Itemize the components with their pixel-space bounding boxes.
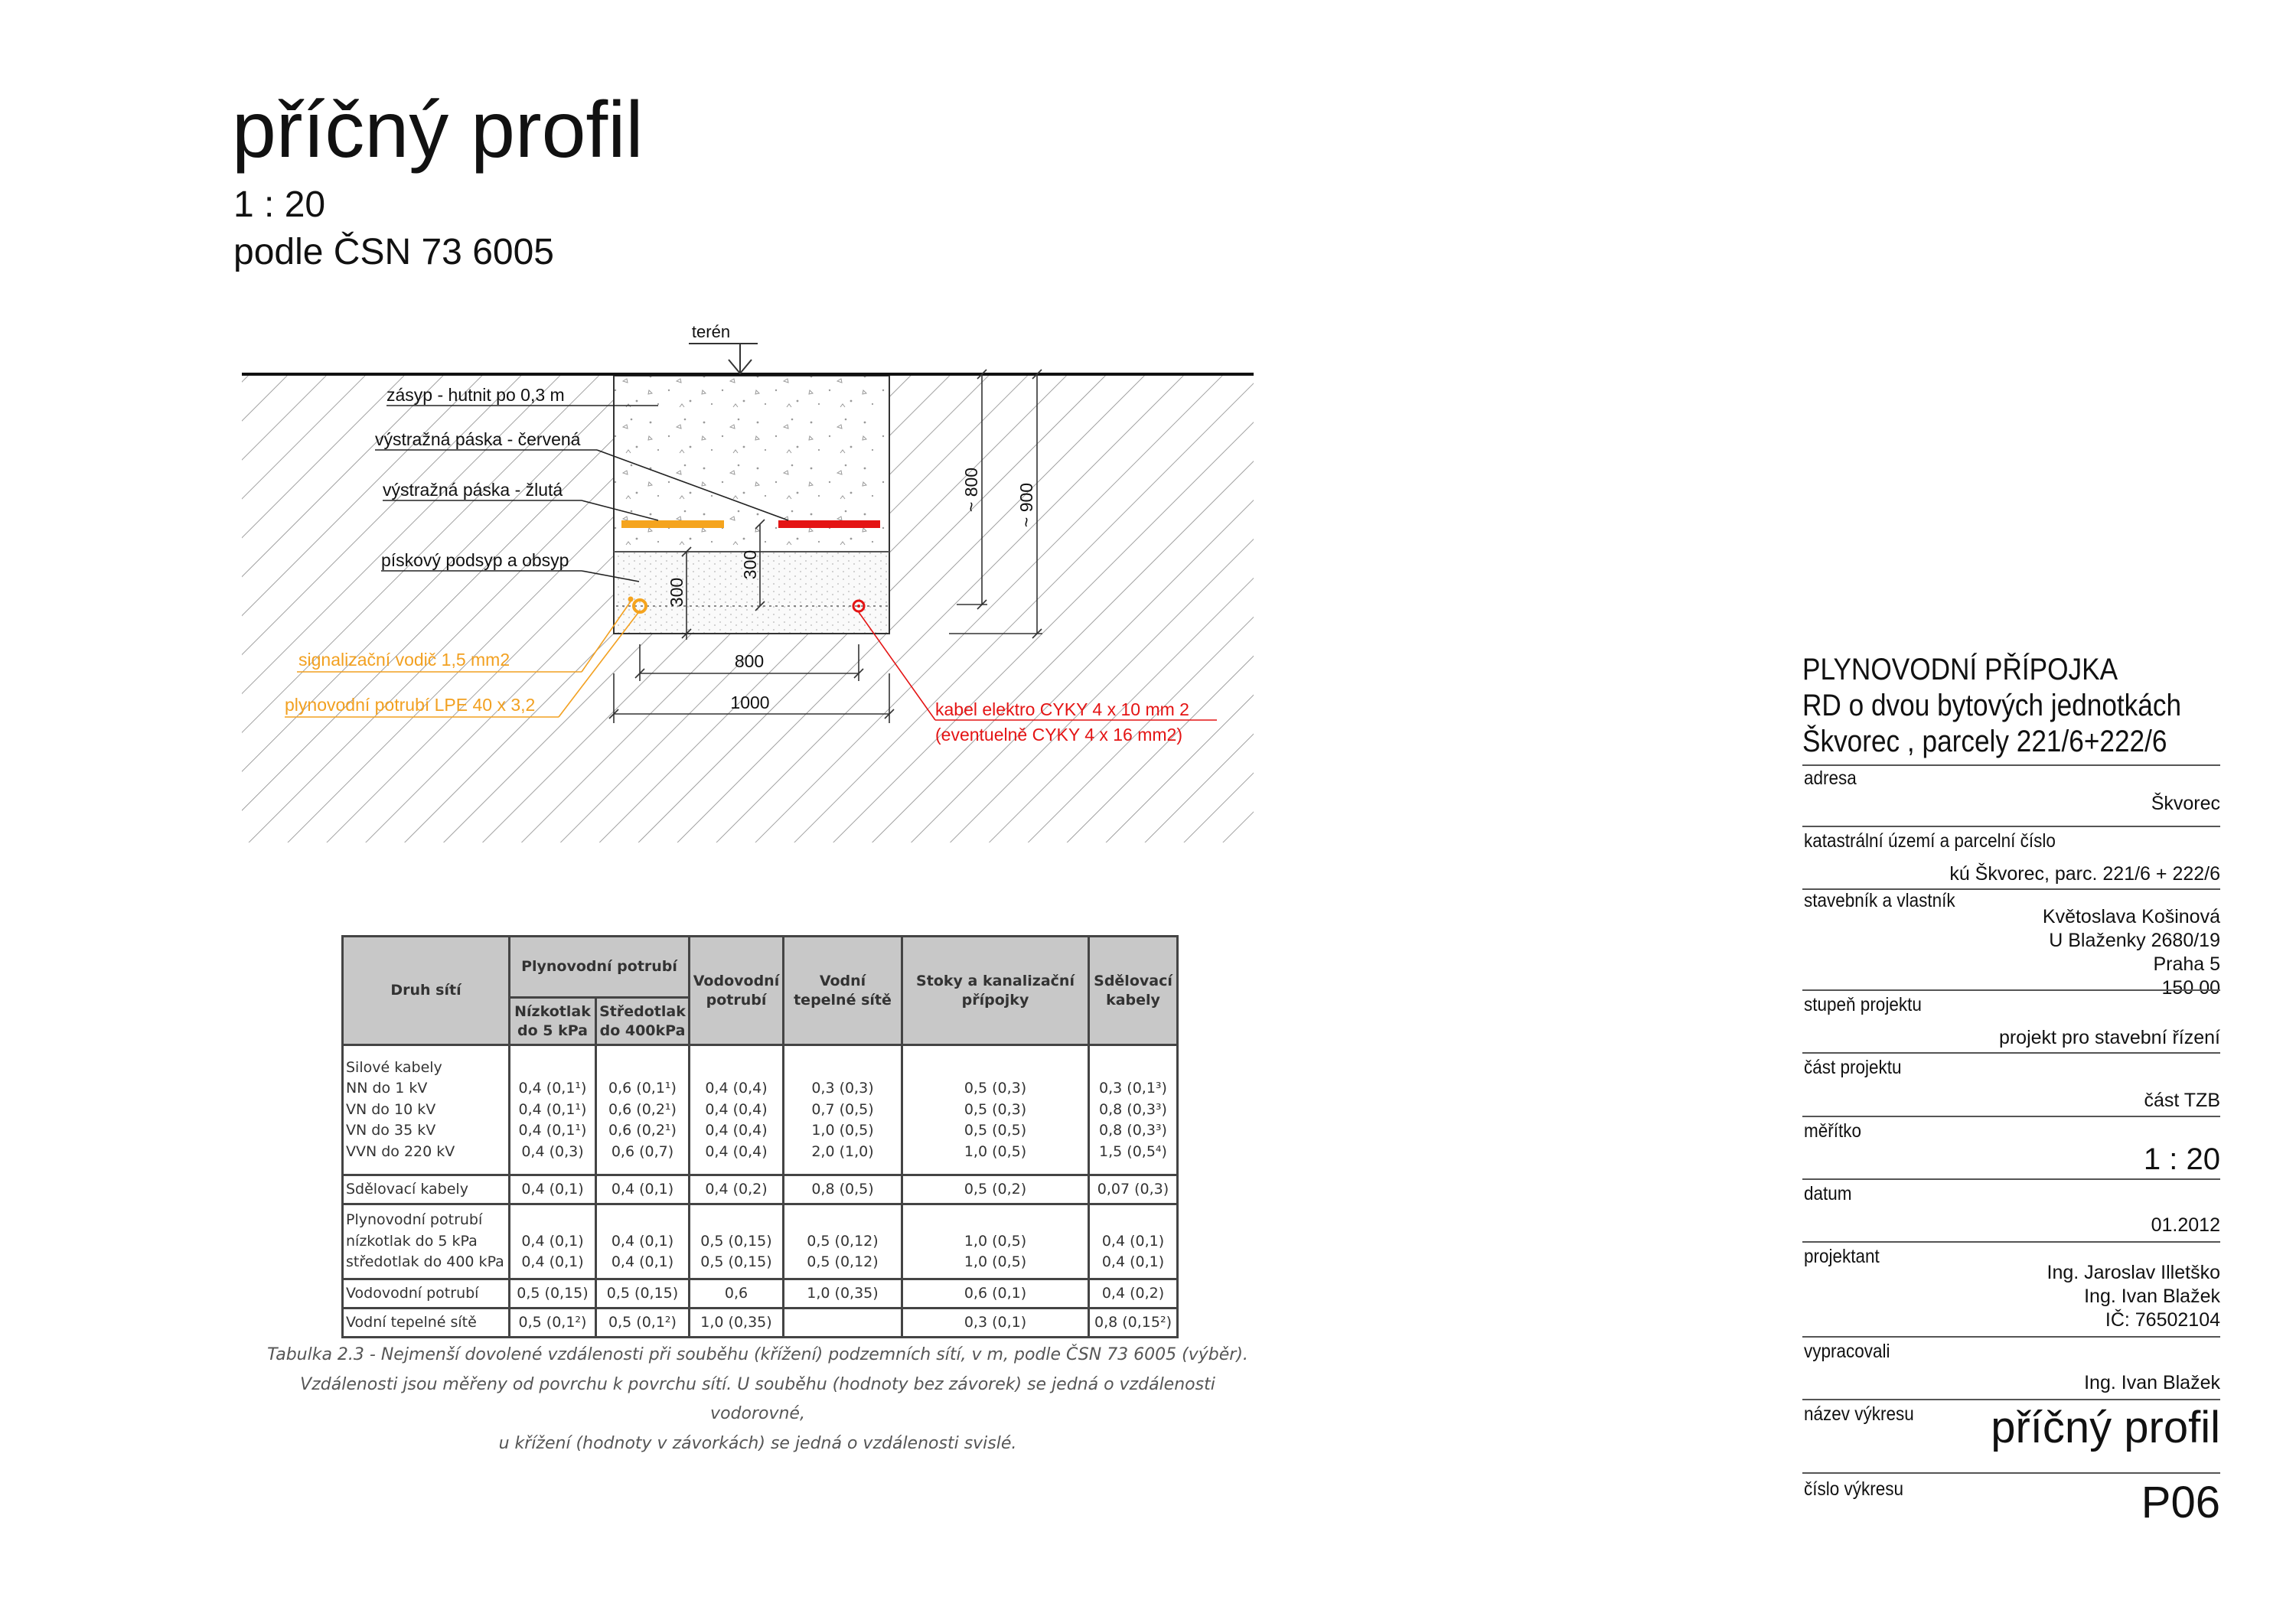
field-value: Ing. Ivan Blažek <box>2084 1372 2220 1393</box>
table-cell: 0,6 (0,1) <box>902 1279 1089 1309</box>
table-cell: 0,5 (0,3) 0,5 (0,3) 0,5 (0,5) 1,0 (0,5) <box>902 1045 1089 1175</box>
table-row <box>343 1045 1178 1175</box>
field-label: katastrální území a parcelní číslo <box>1804 830 2056 852</box>
field-label: adresa <box>1804 768 1857 789</box>
field-value: 1 : 20 <box>2143 1142 2220 1176</box>
table-cell: 0,3 (0,3) 0,7 (0,5) 1,0 (0,5) 2,0 (1,0) <box>784 1045 902 1175</box>
header-sdelovaci: Sdělovací kabely <box>1089 937 1178 1045</box>
table-cell: 0,4 (0,1¹) 0,4 (0,1¹) 0,4 (0,1¹) 0,4 (0,3) <box>510 1045 596 1175</box>
field-cislo <box>1802 1472 2220 1541</box>
table-cell: 0,5 (0,1²) <box>510 1309 596 1338</box>
table-cell: 0,4 (0,1) 0,4 (0,1) <box>510 1204 596 1279</box>
row-name-vodovodni: Vodovodní potrubí <box>343 1279 510 1309</box>
table-cell: 0,8 (0,15²) <box>1089 1309 1178 1338</box>
field-adresa <box>1802 764 2220 827</box>
drawing-norm: podle ČSN 73 6005 <box>233 232 554 272</box>
drawing-title: příčný profil <box>232 86 644 174</box>
table-cell: 0,4 (0,1) 0,4 (0,1) <box>596 1204 690 1279</box>
table-cell: 0,5 (0,12) 0,5 (0,12) <box>784 1204 902 1279</box>
table-cell: 0,8 (0,5) <box>784 1175 902 1204</box>
label-electric-cable-alt: (eventuelně CYKY 4 x 16 mm2) <box>935 725 1183 745</box>
title-block <box>1802 652 2220 1540</box>
field-label: stavebník a vlastník <box>1804 890 1955 911</box>
field-katastr <box>1802 826 2220 890</box>
table-row <box>343 1279 1178 1309</box>
table-row <box>343 1204 1178 1279</box>
table-cell: 0,5 (0,15) <box>596 1279 690 1309</box>
label-signal-wire: signalizační vodič 1,5 mm2 <box>298 650 510 670</box>
dim-800: 800 <box>734 651 765 671</box>
table-cell: 0,4 (0,1) <box>596 1175 690 1204</box>
dim-300-tape: 300 <box>740 549 760 580</box>
project-title: PLYNOVODNÍ PŘÍPOJKA RD o dvou bytových jednotkách Škvorec , parcely 221/6+222/6 <box>1802 653 2182 758</box>
field-projektant <box>1802 1241 2220 1338</box>
label-sand: pískový podsyp a obsyp <box>381 550 569 570</box>
field-value: projekt pro stavební řízení <box>1998 1027 2220 1048</box>
terrain-label: terén <box>691 322 731 341</box>
yellow-warning-tape <box>621 520 724 528</box>
field-nazev <box>1802 1399 2220 1474</box>
table-cell: 0,5 (0,15) 0,5 (0,15) <box>690 1204 784 1279</box>
row-name-sdelovaci: Sdělovací kabely <box>343 1175 510 1204</box>
label-yellow-tape: výstražná páska - žlutá <box>383 480 563 500</box>
field-label: projektant <box>1804 1246 1880 1267</box>
field-label: datum <box>1804 1183 1852 1204</box>
table-cell: 1,0 (0,5) 1,0 (0,5) <box>902 1204 1089 1279</box>
table-cell: 0,4 (0,4) 0,4 (0,4) 0,4 (0,4) 0,4 (0,4) <box>690 1045 784 1175</box>
row-name-tepelne: Vodní tepelné sítě <box>343 1309 510 1338</box>
table-row <box>343 1309 1178 1338</box>
label-electric-cable: kabel elektro CYKY 4 x 10 mm 2 <box>935 699 1189 719</box>
dim-1000: 1000 <box>730 693 770 712</box>
signal-wire-symbol <box>628 597 634 602</box>
field-vypracovali <box>1802 1336 2220 1400</box>
field-label: vypracovali <box>1804 1341 1890 1362</box>
field-meritko <box>1802 1116 2220 1180</box>
field-label: stupeň projektu <box>1804 994 1922 1015</box>
header-plyn: Plynovodní potrubí <box>510 937 690 998</box>
header-tepelne: Vodní tepelné sítě <box>784 937 902 1045</box>
field-value: Ing. Jaroslav Illetško Ing. Ivan Blažek IČ: 76502104 <box>2047 1262 2220 1331</box>
table-cell: 0,6 <box>690 1279 784 1309</box>
field-value: část TZB <box>2144 1090 2220 1111</box>
table-cell: 0,6 (0,1¹) 0,6 (0,2¹) 0,6 (0,2¹) 0,6 (0,7) <box>596 1045 690 1175</box>
table-cell: 0,4 (0,2) <box>690 1175 784 1204</box>
row-name-silove: Silové kabely NN do 1 kV VN do 10 kV VN do 35 kV VVN do 220 kV <box>343 1045 510 1175</box>
dim-300-sand: 300 <box>667 577 687 608</box>
header-stoky: Stoky a kanalizační přípojky <box>902 937 1089 1045</box>
field-label: měřítko <box>1804 1120 1862 1142</box>
field-value: 01.2012 <box>2151 1214 2220 1236</box>
drawing-name: příčný profil <box>1991 1403 2220 1452</box>
distance-table <box>341 935 1179 1338</box>
table-cell <box>784 1309 902 1338</box>
dim-800-depth: ~ 800 <box>961 467 981 513</box>
field-value: Škvorec <box>2151 793 2220 814</box>
table-cell: 0,5 (0,2) <box>902 1175 1089 1204</box>
label-red-tape: výstražná páska - červená <box>375 429 581 449</box>
red-warning-tape <box>778 520 880 528</box>
header-vodovod: Vodovodní potrubí <box>690 937 784 1045</box>
soil-hatch-right <box>889 376 1254 842</box>
header-stredotlak: Středotlak do 400kPa <box>596 998 690 1045</box>
table-cell: 1,0 (0,35) <box>784 1279 902 1309</box>
table-cell: 0,3 (0,1) <box>902 1309 1089 1338</box>
field-stavebnik <box>1802 888 2220 999</box>
field-label: část projektu <box>1804 1057 1902 1078</box>
table-cell: 0,4 (0,1) 0,4 (0,1) <box>1089 1204 1178 1279</box>
header-nizkotlak: Nízkotlak do 5 kPa <box>510 998 596 1045</box>
field-cast <box>1802 1052 2220 1117</box>
label-backfill: zásyp - hutnit po 0,3 m <box>386 385 565 405</box>
field-label: název výkresu <box>1804 1403 1914 1425</box>
row-name-plynovodni: Plynovodní potrubí nízkotlak do 5 kPa středotlak do 400 kPa <box>343 1204 510 1279</box>
field-value: Květoslava Košinová U Blaženky 2680/19 Praha 5 150 00 <box>2042 906 2220 999</box>
drawing-number: P06 <box>2141 1478 2220 1527</box>
table-cell: 0,4 (0,2) <box>1089 1279 1178 1309</box>
table-cell: 0,07 (0,3) <box>1089 1175 1178 1204</box>
field-label: číslo výkresu <box>1804 1478 1904 1500</box>
table-caption: Tabulka 2.3 - Nejmenší dovolené vzdálenosti při souběhu (křížení) podzemních sítí, v m, podle ČSN 73 6005 (výběr). Vzdálenosti jsou měřeny od povrchu k povrchu sítí. U souběhu (hodnoty bez závorek) se jedná o vzdálenosti vodorovné, u křížení (hodnoty v závorkách) se jedná o vzdálenosti svislé. <box>267 1345 1248 1453</box>
field-stupen <box>1802 989 2220 1054</box>
table-cell: 0,5 (0,1²) <box>596 1309 690 1338</box>
table-cell: 1,0 (0,35) <box>690 1309 784 1338</box>
table-row <box>343 1175 1178 1204</box>
field-datum <box>1802 1178 2220 1243</box>
table-cell: 0,4 (0,1) <box>510 1175 596 1204</box>
header-druh: Druh sítí <box>343 937 510 1045</box>
dim-900-depth: ~ 900 <box>1016 482 1036 528</box>
table-cell: 0,3 (0,1³) 0,8 (0,3³) 0,8 (0,3³) 1,5 (0,5⁴) <box>1089 1045 1178 1175</box>
field-value: kú Škvorec, parc. 221/6 + 222/6 <box>1949 863 2220 885</box>
drawing-scale: 1 : 20 <box>233 184 326 225</box>
label-gas-pipe: plynovodní potrubí LPE 40 x 3,2 <box>285 695 536 715</box>
table-cell: 0,5 (0,15) <box>510 1279 596 1309</box>
